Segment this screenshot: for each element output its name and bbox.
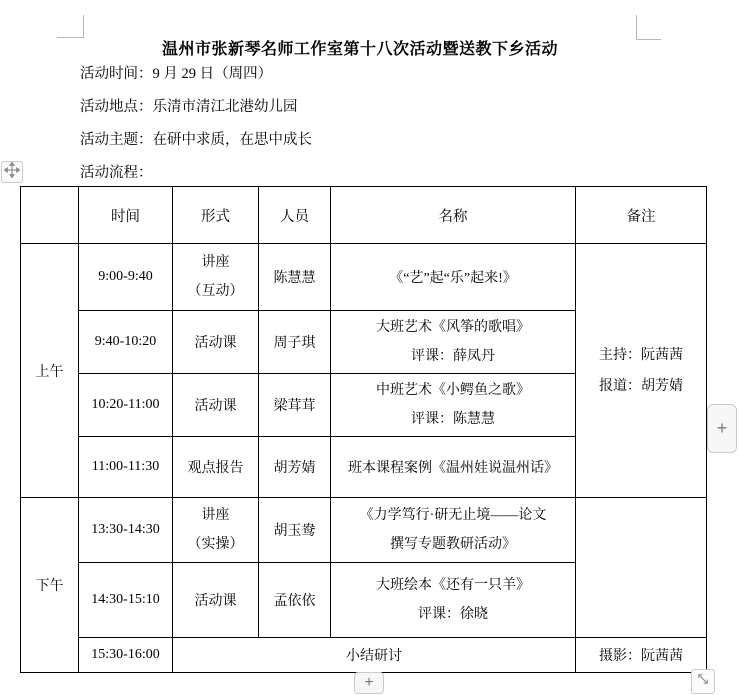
period-cell-morning: 上午 <box>21 244 79 498</box>
person-cell: 梁茸茸 <box>259 374 331 437</box>
meta-line-place: 活动地点：乐清市清江北港幼儿园 <box>80 99 298 115</box>
remark-cell-afternoon <box>576 498 707 638</box>
form-cell: 活动课 <box>173 374 259 437</box>
form-cell <box>173 498 259 563</box>
table-resize-handle[interactable] <box>691 669 715 694</box>
form-cell: 活动课 <box>173 311 259 374</box>
time-cell: 9:00-9:40 <box>79 244 173 311</box>
summary-row <box>21 638 707 673</box>
name-cell <box>331 374 576 437</box>
col-header-time: 时间 <box>79 187 173 244</box>
document-title: 温州市张新琴名师工作室第十八次活动暨送教下乡活动 <box>161 41 558 58</box>
text-boundary-mark-top-left <box>57 15 84 38</box>
name-cell: 班本课程案例《温州娃说温州话》 <box>331 437 576 498</box>
name-cell <box>331 563 576 638</box>
name-line: 大班艺术《风筝的歌唱》 <box>376 320 530 335</box>
name-cell <box>331 498 576 563</box>
person-cell: 胡玉鸯 <box>259 498 331 563</box>
name-line: 评课：徐晓 <box>418 607 488 622</box>
time-cell: 10:20-11:00 <box>79 374 173 437</box>
name-line: 评课：陈慧慧 <box>411 412 495 427</box>
table-resize-icon <box>696 672 710 691</box>
remark-cell-morning <box>576 244 707 498</box>
plus-icon: + <box>716 418 728 438</box>
time-cell: 9:40-10:20 <box>79 311 173 374</box>
meta-line-flow: 活动流程： <box>80 165 153 181</box>
table-row <box>21 498 707 563</box>
remark-line: 主持：阮茜茜 <box>599 347 683 363</box>
meta-line-time: 活动时间：9 月 29 日（周四） <box>80 66 273 82</box>
col-header-name: 名称 <box>331 187 576 244</box>
remark-cell-photo: 摄影：阮茜茜 <box>576 638 707 673</box>
form-cell: 观点报告 <box>173 437 259 498</box>
meta-line-theme: 活动主题：在研中求质，在思中成长 <box>80 132 312 148</box>
form-cell <box>173 244 259 311</box>
insert-row-button[interactable] <box>354 672 384 694</box>
col-header-person: 人员 <box>259 187 331 244</box>
plus-icon: + <box>364 674 374 691</box>
insert-column-button[interactable] <box>707 404 737 453</box>
remark-line: 报道：胡芳婧 <box>599 378 683 394</box>
name-line: 撰写专题教研活动》 <box>390 537 516 552</box>
summary-cell: 小结研讨 <box>173 638 576 673</box>
name-line: 大班绘本《还有一只羊》 <box>376 578 530 593</box>
name-cell <box>331 311 576 374</box>
time-cell: 14:30-15:10 <box>79 563 173 638</box>
schedule-table <box>20 186 707 673</box>
name-line: 《力学笃行·研无止境——论文 <box>359 508 547 523</box>
time-cell: 11:00-11:30 <box>79 437 173 498</box>
name-cell: 《“艺”起“乐”起来!》 <box>331 244 576 311</box>
person-cell: 孟依依 <box>259 563 331 638</box>
col-header-remark: 备注 <box>576 187 707 244</box>
corner-cell <box>21 187 79 244</box>
table-row <box>21 244 707 311</box>
person-cell: 周子琪 <box>259 311 331 374</box>
name-line: 评课：薛凤丹 <box>411 349 495 364</box>
form-line: 讲座 <box>201 508 230 523</box>
table-move-handle[interactable] <box>1 161 23 183</box>
table-move-icon <box>4 162 20 183</box>
person-cell: 陈慧慧 <box>259 244 331 311</box>
table-header-row <box>21 187 707 244</box>
form-line: （实操） <box>187 537 244 552</box>
form-cell: 活动课 <box>173 563 259 638</box>
period-cell-afternoon: 下午 <box>21 498 79 673</box>
time-cell: 13:30-14:30 <box>79 498 173 563</box>
col-header-form: 形式 <box>173 187 259 244</box>
form-line: （互动） <box>187 284 244 299</box>
name-line: 中班艺术《小鳄鱼之歌》 <box>376 383 530 398</box>
form-line: 讲座 <box>201 255 230 270</box>
time-cell: 15:30-16:00 <box>79 638 173 673</box>
person-cell: 胡芳婧 <box>259 437 331 498</box>
